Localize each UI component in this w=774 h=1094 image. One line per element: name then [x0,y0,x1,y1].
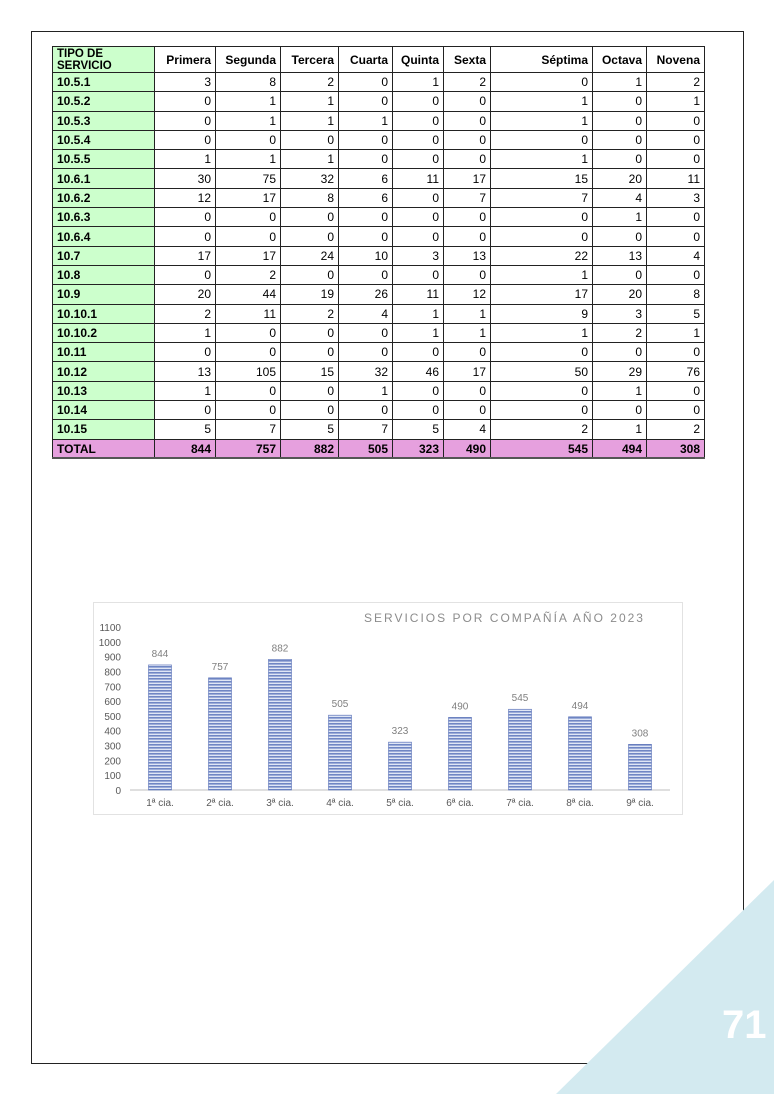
value-cell: 0 [491,73,593,92]
value-cell: 1 [491,111,593,130]
value-cell: 0 [444,343,491,362]
bar [449,717,472,790]
value-cell: 0 [281,401,339,420]
service-type-cell: 10.15 [53,420,155,439]
value-cell: 4 [593,188,647,207]
value-cell: 11 [393,285,444,304]
value-cell: 0 [155,227,216,246]
value-cell: 0 [339,150,393,169]
value-cell: 0 [216,130,281,149]
page-number: 71 [722,1003,767,1047]
value-cell: 22 [491,246,593,265]
value-cell: 50 [491,362,593,381]
value-cell: 1 [216,150,281,169]
value-cell: 7 [339,420,393,439]
value-cell: 0 [155,111,216,130]
y-tick-label: 900 [104,652,121,664]
value-cell: 15 [281,362,339,381]
value-cell: 1 [444,323,491,342]
value-cell: 545 [491,439,593,458]
value-cell: 3 [647,188,705,207]
value-cell: 20 [155,285,216,304]
header-cell: Quinta [393,47,444,73]
value-cell: 0 [444,208,491,227]
data-label: 882 [271,643,289,655]
y-tick-label: 600 [104,697,121,709]
category-label: 4ª cia. [326,798,354,809]
y-tick-label: 500 [104,711,121,723]
value-cell: 32 [281,169,339,188]
service-type-cell: 10.9 [53,285,155,304]
value-cell: 0 [281,323,339,342]
value-cell: 20 [593,169,647,188]
service-type-cell: TOTAL [53,439,155,458]
value-cell: 0 [393,343,444,362]
value-cell: 0 [281,208,339,227]
value-cell: 0 [281,227,339,246]
value-cell: 0 [393,92,444,111]
services-table [52,46,705,459]
value-cell: 0 [339,92,393,111]
service-type-cell: 10.14 [53,401,155,420]
service-type-cell: 10.10.1 [53,304,155,323]
value-cell: 1 [281,92,339,111]
value-cell: 0 [393,130,444,149]
value-cell: 1 [393,323,444,342]
value-cell: 4 [444,420,491,439]
value-cell: 0 [216,323,281,342]
value-cell: 0 [216,227,281,246]
service-type-cell: 10.6.2 [53,188,155,207]
value-cell: 0 [393,227,444,246]
value-cell: 0 [393,150,444,169]
value-cell: 7 [216,420,281,439]
y-tick-label: 400 [104,726,121,738]
table-row [53,169,705,188]
chart-svg [94,603,684,816]
value-cell: 1 [216,111,281,130]
value-cell: 0 [216,343,281,362]
value-cell: 0 [281,130,339,149]
value-cell: 1 [393,304,444,323]
service-type-cell: 10.6.4 [53,227,155,246]
header-cell: Sexta [444,47,491,73]
value-cell: 0 [647,343,705,362]
category-label: 8ª cia. [566,798,594,809]
value-cell: 0 [339,227,393,246]
value-cell: 8 [647,285,705,304]
table-row [53,381,705,400]
value-cell: 0 [281,343,339,362]
value-cell: 1 [491,92,593,111]
value-cell: 505 [339,439,393,458]
value-cell: 0 [647,227,705,246]
value-cell: 11 [216,304,281,323]
value-cell: 1 [491,323,593,342]
value-cell: 0 [155,92,216,111]
value-cell: 7 [491,188,593,207]
category-label: 7ª cia. [506,798,534,809]
value-cell: 17 [216,246,281,265]
data-label: 545 [511,693,529,705]
value-cell: 2 [155,304,216,323]
value-cell: 1 [216,92,281,111]
value-cell: 105 [216,362,281,381]
value-cell: 0 [491,401,593,420]
value-cell: 0 [281,381,339,400]
value-cell: 17 [216,188,281,207]
data-label: 757 [211,661,229,673]
table-row [53,111,705,130]
service-type-cell: 10.8 [53,265,155,284]
value-cell: 0 [339,208,393,227]
value-cell: 0 [647,111,705,130]
value-cell: 20 [593,285,647,304]
value-cell: 1 [155,150,216,169]
value-cell: 9 [491,304,593,323]
value-cell: 0 [155,130,216,149]
value-cell: 1 [281,150,339,169]
table-row [53,285,705,304]
table-body [53,73,705,459]
value-cell: 0 [593,265,647,284]
value-cell: 1 [593,420,647,439]
value-cell: 1 [593,208,647,227]
value-cell: 44 [216,285,281,304]
value-cell: 6 [339,169,393,188]
bar-chart [93,602,683,815]
value-cell: 308 [647,439,705,458]
value-cell: 2 [281,73,339,92]
value-cell: 1 [281,111,339,130]
value-cell: 494 [593,439,647,458]
value-cell: 0 [647,381,705,400]
value-cell: 12 [155,188,216,207]
value-cell: 0 [393,111,444,130]
value-cell: 11 [647,169,705,188]
bar [269,659,292,790]
value-cell: 0 [444,401,491,420]
value-cell: 46 [393,362,444,381]
value-cell: 13 [444,246,491,265]
value-cell: 0 [216,208,281,227]
header-cell: Novena [647,47,705,73]
chart-title: SERVICIOS POR COMPAÑÍA AÑO 2023 [364,611,645,625]
value-cell: 17 [491,285,593,304]
value-cell: 1 [155,323,216,342]
value-cell: 0 [444,92,491,111]
value-cell: 29 [593,362,647,381]
table-total-row [53,439,705,458]
value-cell: 490 [444,439,491,458]
value-cell: 0 [491,343,593,362]
value-cell: 0 [491,381,593,400]
service-type-cell: 10.5.3 [53,111,155,130]
value-cell: 0 [339,130,393,149]
category-label: 3ª cia. [266,798,294,809]
value-cell: 0 [444,381,491,400]
value-cell: 26 [339,285,393,304]
value-cell: 0 [281,265,339,284]
y-tick-label: 1100 [99,623,121,634]
value-cell: 0 [593,130,647,149]
y-tick-label: 100 [104,771,121,783]
bar [329,715,352,790]
category-label: 9ª cia. [626,798,654,809]
header-cell: Octava [593,47,647,73]
service-type-cell: 10.10.2 [53,323,155,342]
value-cell: 2 [491,420,593,439]
value-cell: 10 [339,246,393,265]
data-label: 844 [151,648,169,660]
value-cell: 0 [393,381,444,400]
value-cell: 32 [339,362,393,381]
value-cell: 0 [216,381,281,400]
value-cell: 5 [155,420,216,439]
y-tick-label: 0 [115,786,121,797]
table-row [53,92,705,111]
value-cell: 2 [647,73,705,92]
value-cell: 6 [339,188,393,207]
value-cell: 0 [339,401,393,420]
value-cell: 0 [155,265,216,284]
value-cell: 2 [647,420,705,439]
y-tick-label: 1000 [98,637,121,649]
value-cell: 3 [155,73,216,92]
value-cell: 15 [491,169,593,188]
value-cell: 0 [339,265,393,284]
value-cell: 5 [393,420,444,439]
value-cell: 30 [155,169,216,188]
table-row [53,362,705,381]
value-cell: 882 [281,439,339,458]
value-cell: 0 [593,111,647,130]
value-cell: 0 [339,343,393,362]
table-row [53,150,705,169]
value-cell: 1 [491,150,593,169]
value-cell: 0 [491,208,593,227]
bar [209,678,232,790]
value-cell: 8 [216,73,281,92]
value-cell: 0 [339,73,393,92]
value-cell: 75 [216,169,281,188]
value-cell: 11 [393,169,444,188]
service-type-cell: 10.5.4 [53,130,155,149]
value-cell: 2 [444,73,491,92]
value-cell: 323 [393,439,444,458]
service-type-cell: 10.5.1 [53,73,155,92]
service-type-cell: 10.5.2 [53,92,155,111]
data-label: 494 [571,700,589,712]
table-row [53,420,705,439]
service-type-cell: 10.6.1 [53,169,155,188]
table-row [53,323,705,342]
value-cell: 757 [216,439,281,458]
value-cell: 0 [393,188,444,207]
value-cell: 1 [339,381,393,400]
table-row [53,246,705,265]
value-cell: 19 [281,285,339,304]
value-cell: 3 [393,246,444,265]
value-cell: 0 [216,401,281,420]
table-row [53,401,705,420]
data-label: 490 [451,701,469,713]
value-cell: 0 [444,130,491,149]
value-cell: 13 [593,246,647,265]
header-cell: TIPO DE SERVICIO [53,47,155,73]
value-cell: 0 [339,323,393,342]
value-cell: 0 [647,208,705,227]
value-cell: 1 [491,265,593,284]
table-row [53,265,705,284]
value-cell: 0 [155,208,216,227]
table-row [53,73,705,92]
bar [629,744,652,790]
service-type-cell: 10.12 [53,362,155,381]
value-cell: 5 [281,420,339,439]
value-cell: 1 [393,73,444,92]
bar [569,717,592,790]
value-cell: 4 [339,304,393,323]
value-cell: 0 [593,92,647,111]
value-cell: 844 [155,439,216,458]
value-cell: 0 [491,130,593,149]
value-cell: 1 [593,381,647,400]
table-header-row [53,47,705,73]
value-cell: 0 [155,401,216,420]
value-cell: 17 [155,246,216,265]
value-cell: 8 [281,188,339,207]
y-tick-label: 700 [104,682,121,694]
value-cell: 0 [393,265,444,284]
header-cell: Tercera [281,47,339,73]
value-cell: 0 [593,343,647,362]
data-label: 308 [631,728,649,740]
table-row [53,188,705,207]
bar [509,709,532,790]
value-cell: 1 [444,304,491,323]
value-cell: 0 [647,130,705,149]
value-cell: 0 [593,401,647,420]
value-cell: 1 [155,381,216,400]
service-type-cell: 10.11 [53,343,155,362]
header-cell: Cuarta [339,47,393,73]
value-cell: 24 [281,246,339,265]
bar [389,742,412,790]
header-cell: Segunda [216,47,281,73]
table-row [53,343,705,362]
y-tick-label: 800 [104,667,121,679]
category-label: 2ª cia. [206,798,234,809]
service-type-cell: 10.7 [53,246,155,265]
value-cell: 3 [593,304,647,323]
value-cell: 13 [155,362,216,381]
category-label: 6ª cia. [446,798,474,809]
table-row [53,304,705,323]
value-cell: 2 [216,265,281,284]
category-label: 1ª cia. [146,798,174,809]
y-tick-label: 200 [104,756,121,768]
table-row [53,208,705,227]
value-cell: 0 [393,208,444,227]
value-cell: 2 [593,323,647,342]
value-cell: 0 [647,265,705,284]
value-cell: 0 [155,343,216,362]
value-cell: 1 [647,323,705,342]
value-cell: 0 [593,227,647,246]
value-cell: 12 [444,285,491,304]
value-cell: 5 [647,304,705,323]
value-cell: 0 [491,227,593,246]
data-label: 505 [331,699,349,711]
service-type-cell: 10.13 [53,381,155,400]
header-cell: Primera [155,47,216,73]
value-cell: 0 [393,401,444,420]
table-row [53,130,705,149]
table-row [53,227,705,246]
value-cell: 4 [647,246,705,265]
value-cell: 0 [444,265,491,284]
value-cell: 0 [444,111,491,130]
service-type-cell: 10.6.3 [53,208,155,227]
header-cell: Séptima [491,47,593,73]
value-cell: 1 [339,111,393,130]
value-cell: 0 [593,150,647,169]
value-cell: 0 [647,401,705,420]
service-type-cell: 10.5.5 [53,150,155,169]
value-cell: 0 [444,227,491,246]
value-cell: 7 [444,188,491,207]
value-cell: 2 [281,304,339,323]
bar [149,665,172,790]
value-cell: 0 [444,150,491,169]
value-cell: 1 [593,73,647,92]
value-cell: 17 [444,362,491,381]
category-label: 5ª cia. [386,798,414,809]
value-cell: 76 [647,362,705,381]
data-label: 323 [391,726,409,738]
value-cell: 17 [444,169,491,188]
value-cell: 1 [647,92,705,111]
value-cell: 0 [647,150,705,169]
y-tick-label: 300 [104,741,121,753]
